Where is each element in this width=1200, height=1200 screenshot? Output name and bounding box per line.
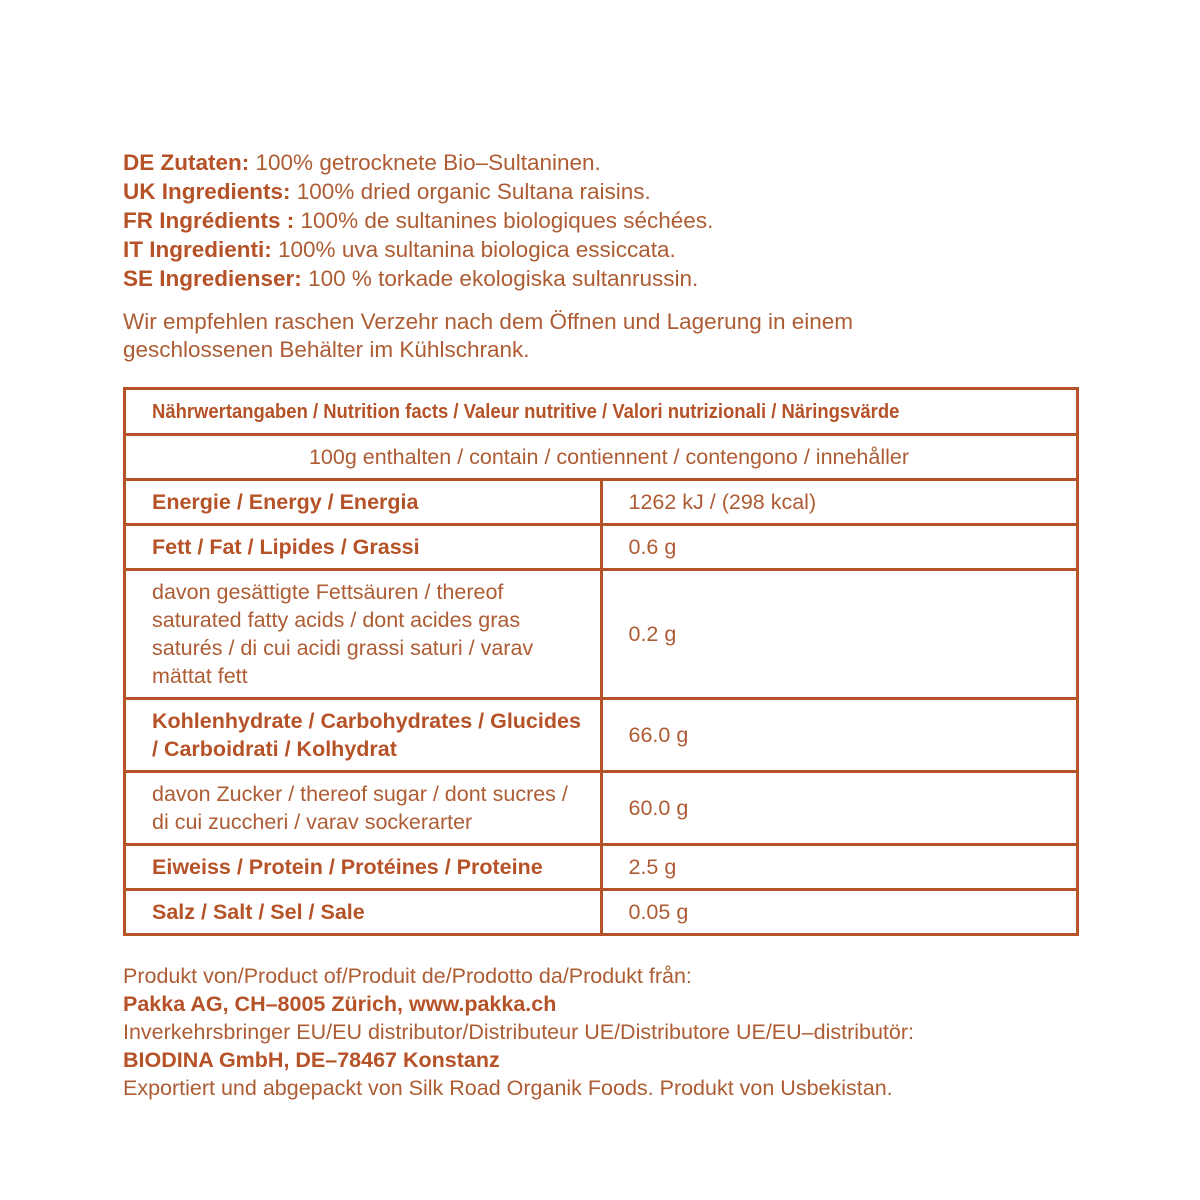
ingredient-text-fr: 100% de sultanines biologiques séchées. [300,208,714,233]
ingredient-label-it: IT Ingredienti: [123,237,272,262]
product-of-line: Produkt von/Product of/Produit de/Prodotto da/Produkt från: [123,963,692,988]
nutrient-label: davon Zucker / thereof sugar / dont sucres / di cui zuccheri / varav sockerarter [125,771,602,844]
nutrient-row-energy [125,479,1078,524]
nutrition-table-title-row [125,388,1078,434]
nutrient-row-salt [125,889,1078,934]
nutrient-value: 1262 kJ / (298 kcal) [601,479,1078,524]
nutrient-value: 0.6 g [601,524,1078,569]
nutrient-label: Eiweiss / Protein / Protéines / Proteine [125,844,602,889]
ingredient-line-fr [123,206,1079,235]
nutrient-value: 2.5 g [601,844,1078,889]
nutrient-label: Fett / Fat / Lipides / Grassi [125,524,602,569]
ingredients-list [123,148,1079,293]
distributor-label-line: Inverkehrsbringer EU/EU distributor/Distributeur UE/Distributore UE/EU–distributör: [123,1019,914,1044]
nutrition-table-title-cell [125,388,1078,434]
nutrient-row-protein [125,844,1078,889]
nutrient-value: 66.0 g [601,698,1078,771]
nutrient-label: Salz / Salt / Sel / Sale [125,889,602,934]
producer-name-line: Pakka AG, CH–8005 Zürich, www.pakka.ch [123,991,557,1016]
ingredient-label-se: SE Ingredienser: [123,266,302,291]
nutrient-value: 60.0 g [601,771,1078,844]
nutrient-label: Kohlenhydrate / Carbohydrates / Glucides / Carboidrati / Kolhydrat [125,698,602,771]
storage-note: Wir empfehlen raschen Verzehr nach dem Öffnen und Lagerung in einem geschlossenen Behälter im Kühlschrank. [123,309,854,362]
nutrient-row-saturated-fat [125,569,1078,698]
nutrient-value: 0.2 g [601,569,1078,698]
nutrient-value: 0.05 g [601,889,1078,934]
ingredient-text-se: 100 % torkade ekologiska sultanrussin. [308,266,699,291]
distributor-name-line: BIODINA GmbH, DE–78467 Konstanz [123,1047,500,1072]
ingredient-text-uk: 100% dried organic Sultana raisins. [296,179,651,204]
ingredient-line-uk [123,177,1079,206]
producer-block [123,962,1079,1102]
ingredient-text-de: 100% getrocknete Bio–Sultaninen. [255,150,601,175]
ingredient-line-it [123,235,1079,264]
nutrition-table-title: Nährwertangaben / Nutrition facts / Valeur nutritive / Valori nutrizionali / Näringsvärde [152,399,900,423]
ingredient-text-it: 100% uva sultanina biologica essiccata. [278,237,676,262]
label-content [123,148,1079,1102]
nutrient-row-fat [125,524,1078,569]
export-origin-line: Exportiert und abgepackt von Silk Road Organik Foods. Produkt von Usbekistan. [123,1075,893,1100]
ingredient-line-se [123,264,1079,293]
ingredient-line-de [123,148,1079,177]
ingredient-label-fr: FR Ingrédients : [123,208,295,233]
nutrient-label: Energie / Energy / Energia [125,479,602,524]
nutrient-label: davon gesättigte Fettsäuren / thereof saturated fatty acids / dont acides gras saturés / di cui acidi grassi saturi / varav mättat fett [125,569,602,698]
ingredient-label-uk: UK Ingredients: [123,179,291,204]
nutrition-table-subtitle: 100g enthalten / contain / contiennent / contengono / innehåller [125,434,1078,479]
nutrition-table-subtitle-row [125,434,1078,479]
ingredient-label-de: DE Zutaten: [123,150,250,175]
nutrient-row-carbohydrates [125,698,1078,771]
nutrient-row-sugar [125,771,1078,844]
nutrition-table [123,387,1079,936]
